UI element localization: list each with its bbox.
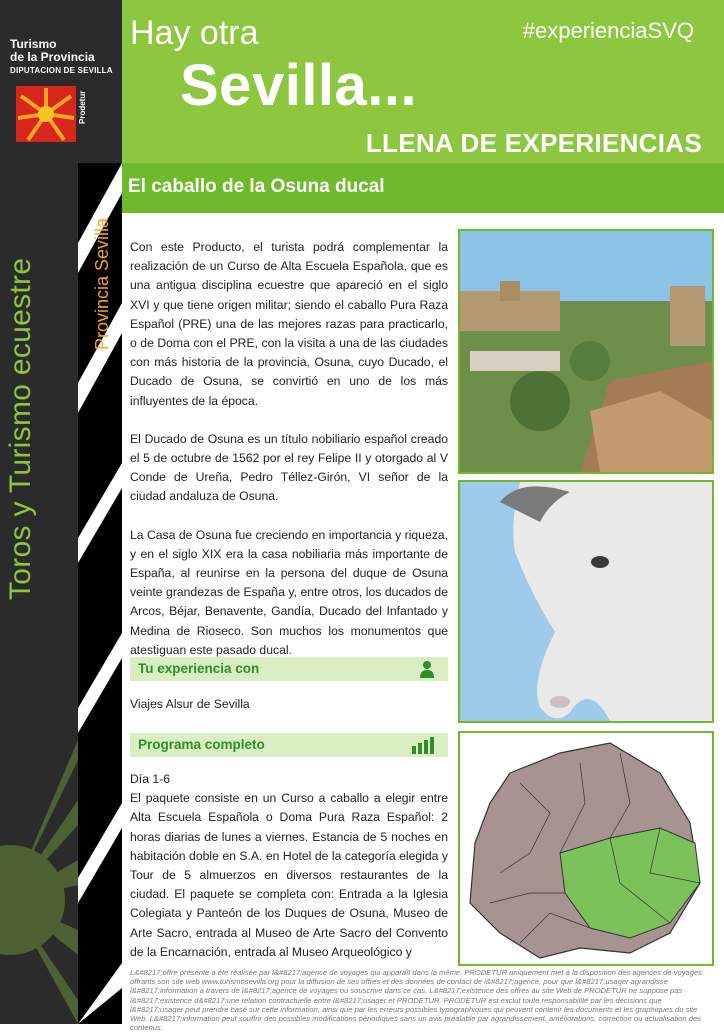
province-map (458, 731, 714, 966)
header-hashtag: #experienciaSVQ (522, 18, 694, 43)
article-body (130, 238, 448, 679)
logo-line3: DIPUTACION DE SEVILLA (10, 66, 113, 75)
header-line1: Hay otra (130, 14, 259, 52)
bar-chart-icon (412, 736, 436, 754)
program-days: Día 1-6 (130, 772, 170, 786)
town-illustration (460, 231, 712, 472)
logo-line2: de la Provincia (10, 50, 95, 64)
program-section-bar (130, 733, 448, 757)
program-text: El paquete consiste en un Curso a caballo a elegir entre Alta Escuela Española o Doma Pura Raza Español: 2 horas diarias de lunes a viernes. Estancia de 5 noches en habitación doble en S.A. en Hotel de la categoría elegida y Tour de 5 almuerzos en diversos restaurantes de la ciudad. El paquete se completa con: Entrada a la Iglesia Colegiata y Panteón de los Duques de Osuna, Museo de Arte Sacro, entrada al Museo de Arte Sacro del Convento de la Encarnación, entrada al Museo Arqueológico y (130, 791, 448, 959)
paragraph: Con este Producto, el turista podrá complementar la realización de un Curso de Alta Escuela Española, que es una antigua disciplina ecuestre que apareció en el siglo XVI y que tiene origen militar; siendo el caballo Pura Raza Español (PRE) una de las mejores razas para practicarlo, o de Doma con el PRE, con la visita a una de las ciudades con más historia de la provincia, Osuna, cuyo Ducado, el Ducado de Osuna, se convirtió en uno de los más influyentes de la época. (130, 240, 448, 408)
map-illustration (460, 733, 712, 964)
horse-photo (458, 480, 714, 723)
experience-heading: Tu experiencia con (138, 661, 260, 676)
logo-tag: Prodetur (78, 90, 87, 124)
program-body (130, 770, 448, 962)
paragraph: El Ducado de Osuna es un título nobiliario español creado el 5 de octubre de 1562 por el rey Felipe II y otorgado al V Conde de Ureña, Pedro Téllez-Girón, VI señor de la ciudad andaluza de Osuna. (130, 431, 448, 504)
logo-line1: Turismo (10, 37, 57, 51)
vertical-category-title: Toros y Turismo ecuestre (4, 257, 37, 600)
brand-logo (10, 37, 114, 124)
sun-logo-icon (16, 86, 76, 142)
header-tagline: LLENA DE EXPERIENCIAS (365, 128, 702, 158)
horse-illustration (460, 482, 712, 721)
header-banner (122, 0, 724, 163)
vertical-province-label: Provincia Sevilla (92, 217, 112, 350)
osuna-town-photo (458, 229, 714, 474)
user-icon (418, 660, 436, 678)
program-heading: Programa completo (138, 737, 265, 752)
experience-provider: Viajes Alsur de Sevilla (130, 697, 250, 711)
article-title: El caballo de la Osuna ducal (128, 176, 385, 197)
header-line2: Sevilla... (180, 53, 418, 118)
legal-disclaimer: L&#8217;offre présente a été réalisée par l&#8217;agence de voyages qui apparaît dans la même. PRODETUR uniquement met à la disposition des agences de voyages offrants son site web www.turismosevilla.org pour la diffusion de ses offres et des données de contact de l&#8217;agence, pour que l&#8217;usager agrandisse l&#8217;information a travers de l&#8217;agence de voyages ou souscrive dans ce cas. L&#8217;existence des offres au site Web de PRODETUR ne suppose pas l&#8217;existence d&#8217;une relation contractuelle entre l&#8217;usager et PRODETUR. PRODETUR est exclut toute responsabilité par les décisions que l&#8217;usager peut prendre basé sur cette information, ainsi que par les erreurs possibles typographiques qui peuvent contenir les documents et les graphiques du site Web. L&#8217;information peut souffrir des possibles modifications périodiques sans un avis préalable par agrandissement, améliorations, correction ou actualisation des contenus. (130, 968, 702, 1032)
title-band (122, 163, 724, 213)
paragraph: La Casa de Osuna fue creciendo en importancia y riqueza, y en el siglo XIX era la casa nobiliaria más importante de España, al reunirse en la persona del duque de Osuna veinte grandezas de España y, entre otros, los ducados de Arcos, Béjar, Benavente, Gandía, Ducado del Infantado y Medina de Rioseco. Son muchos los monumentos que atestiguan este pasado ducal. (130, 527, 448, 657)
experience-section-bar (130, 657, 448, 681)
